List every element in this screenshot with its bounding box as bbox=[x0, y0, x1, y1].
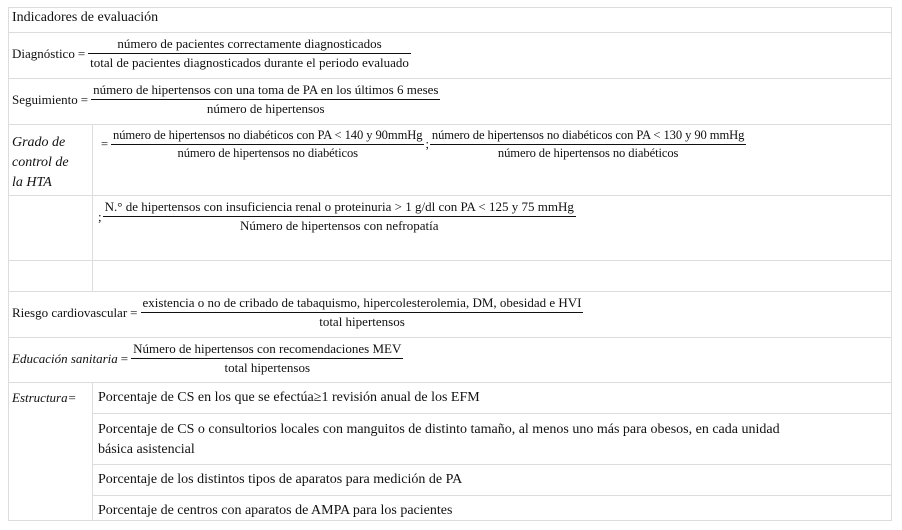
riesgo-label: Riesgo cardiovascular bbox=[12, 304, 128, 320]
grado-label-line: Grado de bbox=[12, 135, 66, 150]
table-header: Indicadores de evaluación bbox=[12, 10, 159, 25]
riesgo-formula bbox=[12, 296, 583, 328]
equals-sign: = bbox=[80, 91, 89, 107]
seguimiento-denominator: número de hipertensos bbox=[91, 99, 440, 116]
grado-f2-denominator: número de hipertensos no diabéticos bbox=[430, 144, 747, 160]
grado-f3-denominator: Número de hipertensos con nefropatía bbox=[103, 216, 576, 233]
column-divider bbox=[891, 7, 892, 520]
estructura-item-continuation: básica asistencial bbox=[98, 442, 195, 457]
column-divider bbox=[92, 124, 93, 291]
diagnostico-formula bbox=[12, 37, 411, 69]
row-divider bbox=[8, 291, 892, 292]
row-divider bbox=[8, 7, 892, 8]
educacion-denominator: total hipertensos bbox=[131, 358, 403, 375]
estructura-item: Porcentaje de CS o consultorios locales con manguitos de distinto tamaño, al menos uno más para obesos, en cada unidad bbox=[98, 422, 780, 437]
diagnostico-fraction bbox=[88, 37, 411, 69]
diagnostico-numerator: número de pacientes correctamente diagnosticados bbox=[117, 36, 382, 51]
grado-fraction-2 bbox=[430, 129, 747, 160]
row-divider bbox=[8, 520, 892, 521]
row-divider bbox=[8, 337, 892, 338]
row-divider bbox=[8, 382, 892, 383]
seguimiento-formula bbox=[12, 83, 440, 115]
seguimiento-label: Seguimiento bbox=[12, 91, 78, 107]
grado-label-line: control de bbox=[12, 155, 69, 170]
equals-sign: = bbox=[130, 304, 138, 320]
estructura-item: Porcentaje de CS en los que se efectúa≥1 revisión anual de los EFM bbox=[98, 390, 480, 405]
grado-f1-denominator: número de hipertensos no diabéticos bbox=[111, 144, 424, 160]
educacion-fraction bbox=[131, 342, 403, 374]
row-divider bbox=[93, 413, 892, 414]
estructura-item: Porcentaje de los distintos tipos de aparatos para medición de PA bbox=[98, 472, 463, 487]
grado-formula bbox=[98, 129, 746, 160]
riesgo-fraction bbox=[141, 296, 584, 328]
column-divider bbox=[8, 7, 9, 520]
row-divider bbox=[8, 78, 892, 79]
estructura-label: Estructura= bbox=[12, 390, 77, 405]
row-divider bbox=[93, 495, 892, 496]
row-divider bbox=[8, 195, 892, 196]
grado-fraction-1 bbox=[111, 129, 424, 160]
row-divider bbox=[8, 124, 892, 125]
grado-label bbox=[12, 133, 69, 193]
equals-sign: = bbox=[77, 45, 86, 61]
separator: ; bbox=[425, 137, 429, 152]
seguimiento-fraction bbox=[91, 83, 440, 115]
column-divider bbox=[92, 382, 93, 520]
equals-sign: = bbox=[120, 350, 129, 366]
riesgo-numerator: existencia o no de cribado de tabaquismo, hipercolesterolemia, DM, obesidad e HVI bbox=[142, 295, 582, 310]
grado-formula-renal bbox=[98, 200, 576, 232]
educacion-label: Educación sanitaria bbox=[12, 350, 118, 366]
estructura-item: Porcentaje de centros con aparatos de AMPA para los pacientes bbox=[98, 503, 453, 518]
grado-fraction-3 bbox=[103, 200, 576, 232]
educacion-numerator: Número de hipertensos con recomendaciones MEV bbox=[133, 341, 402, 356]
diagnostico-label: Diagnóstico bbox=[12, 45, 75, 61]
grado-f1-numerator: número de hipertensos no diabéticos con PA < 140 y 90mmHg bbox=[113, 128, 423, 142]
grado-label-line: la HTA bbox=[12, 175, 52, 190]
diagnostico-denominator: total de pacientes diagnosticados durante el periodo evaluado bbox=[90, 54, 409, 70]
equals-sign: = bbox=[101, 137, 109, 152]
grado-f3-numerator: N.° de hipertensos con insuficiencia renal o proteinuria > 1 g/dl con PA < 125 y 75 mmHg bbox=[104, 199, 574, 214]
row-divider bbox=[8, 260, 892, 261]
seguimiento-numerator: número de hipertensos con una toma de PA en los últimos 6 meses bbox=[93, 82, 439, 97]
riesgo-denominator: total hipertensos bbox=[141, 312, 584, 329]
row-divider bbox=[93, 464, 892, 465]
grado-f2-numerator: número de hipertensos no diabéticos con PA < 130 y 90 mmHg bbox=[431, 128, 745, 142]
row-divider bbox=[8, 32, 892, 33]
separator: ; bbox=[98, 208, 102, 224]
educacion-formula bbox=[12, 342, 403, 374]
